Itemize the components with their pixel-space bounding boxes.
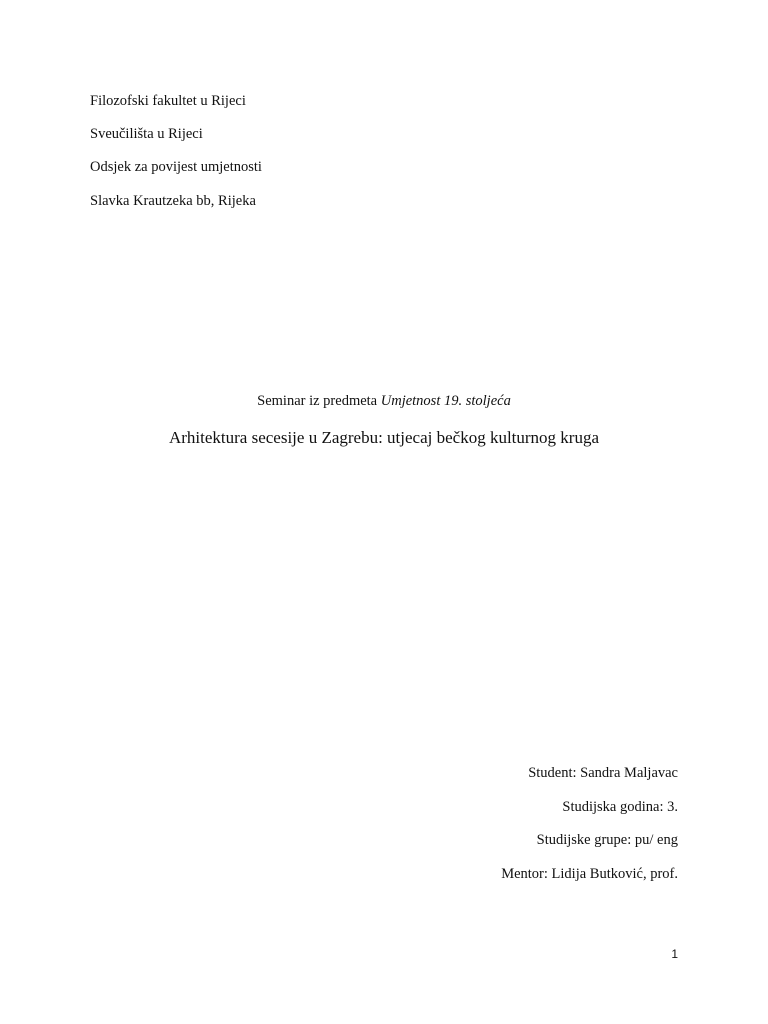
institution-faculty: Filozofski fakultet u Rijeci bbox=[90, 93, 246, 109]
seminar-line bbox=[0, 392, 768, 410]
document-title: Arhitektura secesije u Zagrebu: utjecaj bečkog kulturnog kruga bbox=[168, 428, 600, 447]
institution-university: Sveučilišta u Rijeci bbox=[90, 126, 203, 142]
seminar-prefix: Seminar iz predmeta bbox=[257, 393, 381, 409]
mentor-name: Mentor: Lidija Butković, prof. bbox=[501, 866, 678, 882]
page-number: 1 bbox=[671, 947, 678, 961]
study-groups: Studijske grupe: pu/ eng bbox=[536, 832, 678, 848]
seminar-course: Umjetnost 19. stoljeća bbox=[380, 393, 511, 409]
institution-address: Slavka Krautzeka bb, Rijeka bbox=[90, 193, 256, 209]
study-year: Studijska godina: 3. bbox=[562, 799, 678, 815]
institution-department: Odsjek za povijest umjetnosti bbox=[90, 159, 262, 175]
student-name: Student: Sandra Maljavac bbox=[528, 765, 678, 781]
